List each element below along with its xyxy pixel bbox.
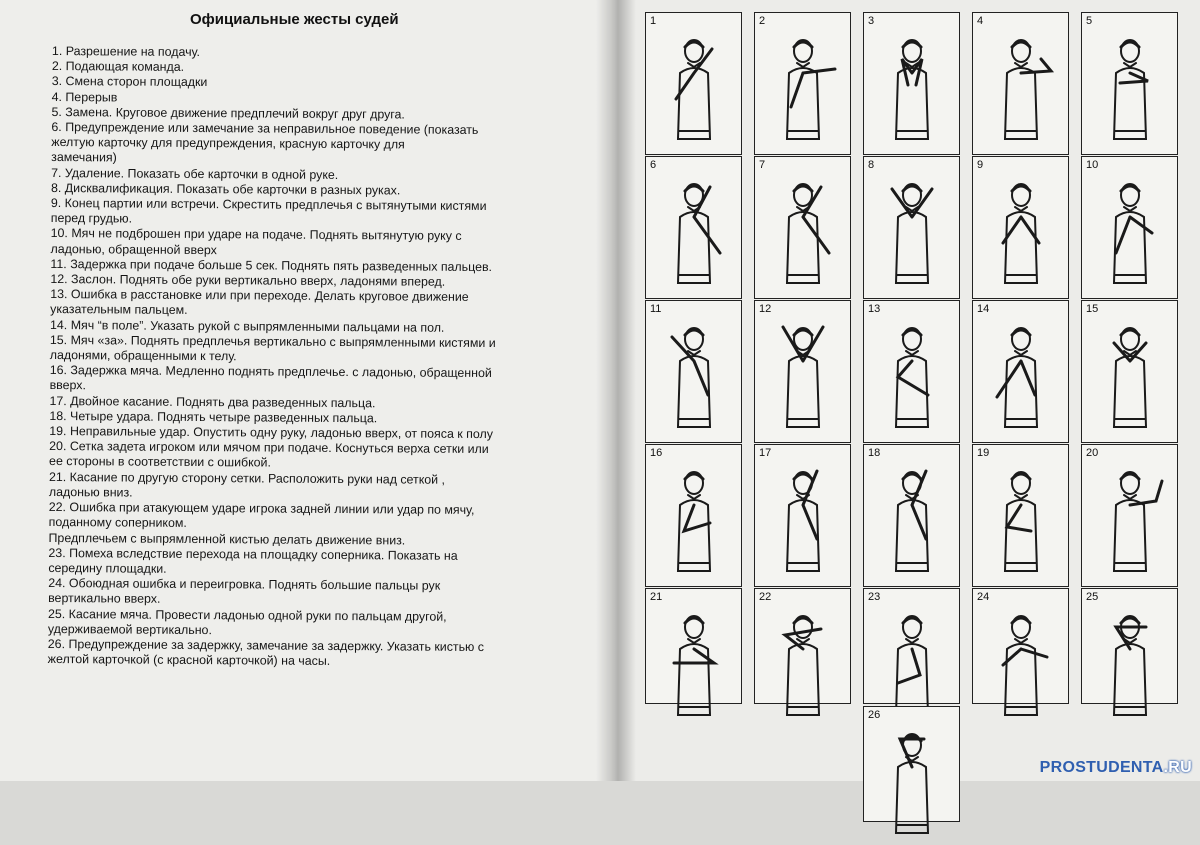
gesture-item — [49, 470, 559, 504]
referee-figure-icon — [763, 605, 843, 727]
figure-number: 20 — [1086, 447, 1099, 459]
referee-figure-icon — [981, 461, 1061, 583]
gesture-description: Неправильные удар. Опустить одну руку, ладонью вверх, от пояса к полу — [69, 424, 493, 442]
figure-cell — [972, 444, 1069, 587]
referee-figure-icon — [872, 29, 952, 151]
figure-number: 16 — [650, 447, 663, 459]
gesture-item — [51, 226, 561, 260]
gesture-description: Обоюдная ошибка и переигровка. Поднять большие пальцы рук вертикально вверх. — [48, 576, 441, 607]
figure-number: 22 — [759, 591, 772, 603]
figure-cell — [645, 444, 742, 587]
referee-figure-icon — [872, 173, 952, 295]
figure-number: 9 — [977, 159, 984, 171]
referee-figure-icon — [654, 29, 734, 151]
gesture-number: 20. — [49, 439, 67, 454]
gesture-number: 25. — [47, 606, 66, 621]
referee-figure-icon — [763, 317, 843, 439]
gesture-item — [48, 500, 558, 549]
figure-cell — [863, 444, 960, 587]
figure-cell — [972, 156, 1069, 299]
figure-number: 24 — [977, 591, 990, 603]
gesture-number: 12. — [50, 272, 68, 287]
gesture-description: Четыре удара. Поднять четыре разведенных пальца. — [70, 409, 378, 426]
gesture-description: Ошибка при атакующем ударе игрока задней линии или удар по мячу, поданному соперником. Предплечьем с выпрямленной кистью делать движение вниз. — [48, 500, 475, 547]
figure-number: 8 — [868, 159, 875, 171]
gesture-number: 6. — [51, 120, 62, 135]
gesture-item — [50, 333, 560, 367]
figure-number: 4 — [977, 15, 984, 27]
watermark-brand: PROSTUDENTA — [1039, 759, 1164, 776]
gesture-description: Ошибка в расстановке или при переходе. Делать круговое движение указательным пальцем. — [50, 287, 469, 318]
referee-figure-icon — [981, 317, 1061, 439]
gesture-number: 24. — [48, 576, 66, 591]
referee-figure-icon — [1090, 605, 1170, 727]
figure-number: 6 — [650, 159, 657, 171]
gesture-item — [50, 363, 560, 397]
gesture-description: Касание мяча. Провести ладонью одной руки по пальцам другой, удерживаемой вертикально. — [47, 606, 447, 637]
gesture-number: 15. — [49, 332, 68, 347]
figure-cell — [1081, 588, 1178, 704]
gesture-description: Заслон. Поднять обе руки вертикально вверх, ладонями вперед. — [70, 272, 446, 289]
figure-cell — [1081, 444, 1178, 587]
gesture-description: Задержка мяча. Медленно поднять предплечье. с ладонью, обращенной вверх. — [49, 363, 492, 393]
gesture-description: Удаление. Показать обе карточки в одной руке. — [64, 165, 339, 182]
figure-number: 5 — [1086, 15, 1093, 27]
gesture-number: 4. — [51, 89, 63, 104]
figure-number: 25 — [1086, 591, 1099, 603]
gesture-item — [48, 607, 558, 641]
gesture-description: Разрешение на подачу. — [65, 44, 200, 60]
referee-figure-icon — [1090, 461, 1170, 583]
figure-cell — [645, 588, 742, 704]
referee-figure-icon — [763, 461, 843, 583]
referee-figure-icon — [654, 317, 734, 439]
gesture-item — [48, 576, 558, 610]
figure-number: 17 — [759, 447, 772, 459]
gesture-number: 5. — [51, 104, 62, 119]
gesture-item — [48, 637, 558, 671]
gesture-item — [51, 196, 561, 230]
figure-cell — [754, 156, 851, 299]
figure-cell — [645, 300, 742, 443]
figure-cell — [754, 588, 851, 704]
gesture-number: 17. — [49, 393, 67, 408]
figure-number: 19 — [977, 447, 990, 459]
figure-cell — [1081, 300, 1178, 443]
gesture-number: 11. — [50, 256, 67, 271]
figure-cell — [645, 12, 742, 155]
figure-cell — [754, 444, 851, 587]
gesture-number: 26. — [47, 636, 66, 652]
page-title: Официальные жесты судей — [190, 11, 399, 28]
referee-figure-icon — [981, 173, 1061, 295]
gesture-description: Перерыв — [65, 89, 118, 105]
site-watermark — [1040, 759, 1192, 777]
gesture-description: Подающая команда. — [65, 59, 185, 75]
gesture-description: Помеха вследствие перехода на площадку соперника. Показать на середину площадки. — [48, 545, 458, 576]
figure-number: 18 — [868, 447, 881, 459]
referee-figure-icon — [654, 605, 734, 727]
gesture-item — [51, 120, 561, 169]
figure-number: 7 — [759, 159, 766, 171]
gesture-description: Предупреждение за задержку, замечание за задержку. Указать кистью с желтой карточкой (с красной карточкой) на часы. — [47, 637, 485, 669]
gesture-item — [50, 287, 560, 321]
gesture-number: 22. — [48, 500, 67, 515]
gesture-description: Сетка задета игроком или мячом при подаче. Коснуться верха сетки или ее стороны в соответствии с ошибкой. — [49, 439, 489, 471]
figure-cell — [863, 588, 960, 704]
figure-cell — [1081, 12, 1178, 155]
gesture-number: 3. — [51, 74, 63, 89]
book-gutter — [596, 0, 636, 781]
gesture-description: Мяч “в поле”. Указать рукой с выпрямленными пальцами на пол. — [70, 317, 445, 335]
gesture-list — [48, 44, 562, 671]
referee-figure-icon — [981, 605, 1061, 727]
figure-cell — [863, 156, 960, 299]
figure-number: 12 — [759, 303, 772, 315]
gesture-number: 1. — [51, 44, 63, 59]
figure-number: 2 — [759, 15, 766, 27]
referee-figure-icon — [872, 723, 952, 845]
referee-figure-icon — [763, 29, 843, 151]
figure-cell — [972, 12, 1069, 155]
gesture-item — [48, 546, 558, 580]
figure-cell — [754, 12, 851, 155]
gesture-number: 13. — [50, 287, 68, 302]
referee-figure-icon — [872, 317, 952, 439]
gesture-description: Предупреждение или замечание за неправильное поведение (показать желтую карточку для предупреждения, красную карточку для замечания) — [51, 120, 479, 165]
gesture-number: 2. — [51, 59, 63, 74]
figure-number: 10 — [1086, 159, 1099, 171]
figure-cell — [972, 300, 1069, 443]
figure-number: 21 — [650, 591, 663, 603]
figure-number: 23 — [868, 591, 881, 603]
figure-cell — [1081, 156, 1178, 299]
figure-number: 1 — [650, 15, 657, 27]
gesture-number: 14. — [49, 317, 68, 332]
gesture-number: 7. — [51, 165, 62, 180]
gesture-number: 18. — [49, 408, 67, 423]
figure-number: 3 — [868, 15, 875, 27]
gesture-description: Двойное касание. Поднять два разведенных пальца. — [70, 393, 376, 410]
gesture-number: 9. — [50, 196, 62, 211]
gesture-number: 23. — [48, 545, 66, 560]
referee-figure-icon — [654, 461, 734, 583]
gesture-number: 8. — [50, 180, 62, 195]
watermark-domain: .RU — [1163, 759, 1192, 776]
figure-cell — [863, 706, 960, 822]
gesture-description: Мяч не подброшен при ударе на подаче. Поднять вытянутую руку с ладонью, обращенной вверх — [50, 226, 462, 257]
gesture-description: Касание по другую сторону сетки. Расположить руки над сеткой , ладонью вниз. — [48, 469, 446, 500]
referee-figure-icon — [1090, 29, 1170, 151]
figure-cell — [972, 588, 1069, 704]
gesture-description: Дисквалификация. Показать обе карточки в разных руках. — [64, 180, 401, 198]
figure-cell — [645, 156, 742, 299]
referee-figure-icon — [1090, 317, 1170, 439]
gesture-number: 19. — [49, 424, 67, 439]
referee-figure-icon — [763, 173, 843, 295]
figure-number: 15 — [1086, 303, 1099, 315]
left-page — [0, 0, 612, 781]
figure-number: 11 — [650, 303, 662, 315]
gesture-description: Замена. Круговое движение предплечий вокруг друг друга. — [65, 104, 405, 122]
gesture-number: 16. — [49, 363, 68, 378]
gesture-description: Конец партии или встречи. Скрестить предплечья с вытянутыми кистями перед грудью. — [50, 196, 487, 226]
gesture-number: 10. — [50, 226, 68, 241]
gesture-description: Задержка при подаче больше 5 сек. Поднять пять разведенных пальцев. — [70, 256, 493, 274]
referee-figure-icon — [654, 173, 734, 295]
gesture-item — [49, 439, 559, 473]
figure-number: 14 — [977, 303, 990, 315]
figure-cell — [754, 300, 851, 443]
referee-figure-icon — [872, 461, 952, 583]
figure-number: 26 — [868, 709, 881, 721]
figure-number: 13 — [868, 303, 881, 315]
gesture-description: Смена сторон площадки — [65, 74, 208, 90]
figure-cell — [863, 300, 960, 443]
referee-figure-icon — [1090, 173, 1170, 295]
gesture-description: Мяч «за». Поднять предплечья вертикально с выпрямленными кистями и ладонями, обращенными к телу. — [49, 332, 496, 364]
gesture-number: 21. — [48, 469, 67, 484]
figure-cell — [863, 12, 960, 155]
referee-figure-icon — [981, 29, 1061, 151]
